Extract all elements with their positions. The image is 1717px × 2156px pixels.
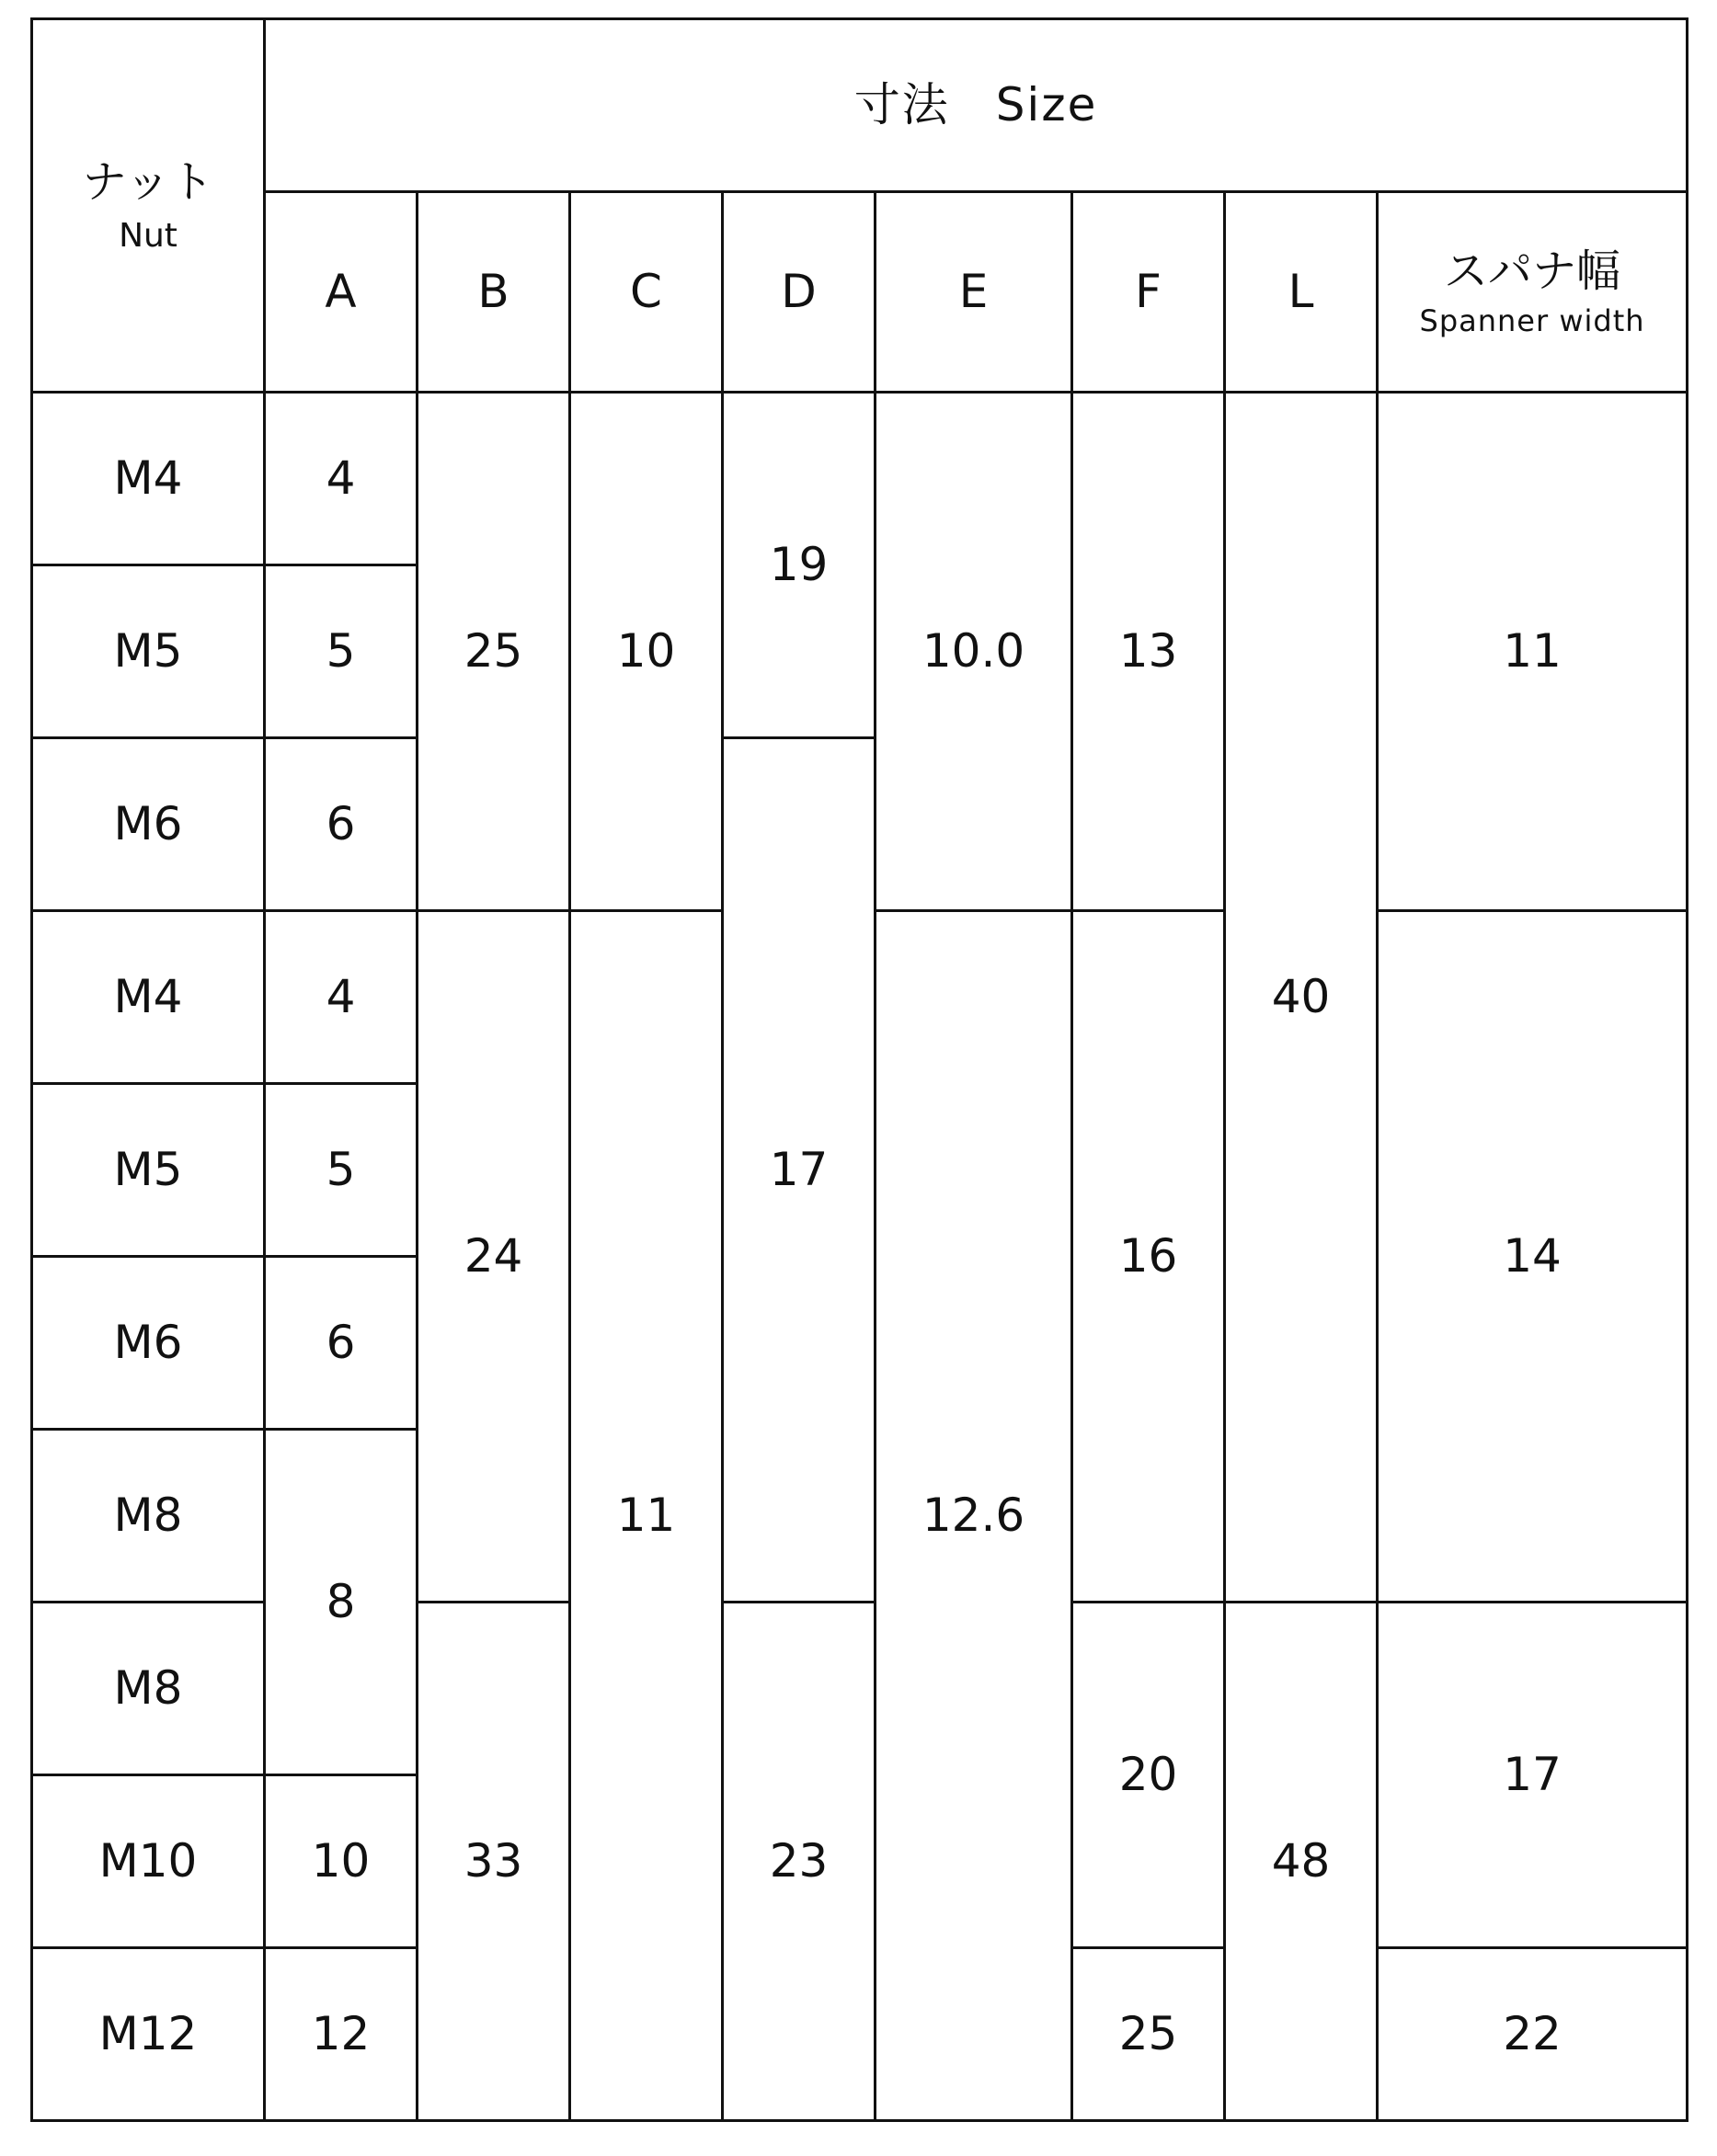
size-header-jp: 寸法 xyxy=(853,78,950,131)
spanner-header-en: Spanner width xyxy=(1419,303,1645,339)
d-cell: 23 xyxy=(723,1603,876,2121)
a-cell: 6 xyxy=(265,738,418,911)
column-header-d: D xyxy=(723,192,876,393)
nut-size-table xyxy=(30,17,1688,2122)
nut-cell: M8 xyxy=(32,1603,265,1775)
c-cell: 11 xyxy=(570,911,723,2121)
nut-cell: M4 xyxy=(32,393,265,565)
nut-header-cell xyxy=(32,19,265,393)
spanner-header-jp: スパナ幅 xyxy=(1444,245,1621,298)
column-header-l: L xyxy=(1225,192,1378,393)
header-row-2 xyxy=(32,192,1688,393)
spanner-cell: 22 xyxy=(1378,1948,1688,2121)
nut-cell: M5 xyxy=(32,1084,265,1257)
f-cell: 20 xyxy=(1072,1603,1225,1948)
column-header-a: A xyxy=(265,192,418,393)
b-cell: 33 xyxy=(418,1603,570,2121)
spanner-cell: 11 xyxy=(1378,393,1688,911)
spanner-header-cell xyxy=(1378,192,1688,393)
spanner-cell: 14 xyxy=(1378,911,1688,1603)
d-cell: 17 xyxy=(723,738,876,1603)
column-header-c: C xyxy=(570,192,723,393)
a-cell: 6 xyxy=(265,1257,418,1430)
nut-header-jp: ナット xyxy=(82,156,214,209)
a-cell: 8 xyxy=(265,1430,418,1775)
nut-header-en: Nut xyxy=(119,217,177,256)
a-cell: 4 xyxy=(265,393,418,565)
c-cell: 10 xyxy=(570,393,723,911)
b-cell: 25 xyxy=(418,393,570,911)
f-cell: 16 xyxy=(1072,911,1225,1603)
d-cell: 19 xyxy=(723,393,876,738)
nut-cell: M8 xyxy=(32,1430,265,1603)
nut-cell: M6 xyxy=(32,1257,265,1430)
nut-cell: M10 xyxy=(32,1775,265,1948)
table-row xyxy=(32,393,1688,565)
a-cell: 5 xyxy=(265,565,418,738)
l-cell: 40 xyxy=(1225,393,1378,1603)
nut-cell: M6 xyxy=(32,738,265,911)
size-header-en: Size xyxy=(995,78,1098,131)
a-cell: 12 xyxy=(265,1948,418,2121)
nut-cell: M4 xyxy=(32,911,265,1084)
l-cell: 48 xyxy=(1225,1603,1378,2121)
header-row-1 xyxy=(32,19,1688,192)
f-cell: 13 xyxy=(1072,393,1225,911)
column-header-e: E xyxy=(876,192,1072,393)
e-cell: 12.6 xyxy=(876,911,1072,2121)
nut-cell: M5 xyxy=(32,565,265,738)
b-cell: 24 xyxy=(418,911,570,1603)
a-cell: 4 xyxy=(265,911,418,1084)
a-cell: 10 xyxy=(265,1775,418,1948)
nut-cell: M12 xyxy=(32,1948,265,2121)
spanner-cell: 17 xyxy=(1378,1603,1688,1948)
size-header-cell xyxy=(265,19,1688,192)
e-cell: 10.0 xyxy=(876,393,1072,911)
f-cell: 25 xyxy=(1072,1948,1225,2121)
a-cell: 5 xyxy=(265,1084,418,1257)
column-header-b: B xyxy=(418,192,570,393)
column-header-f: F xyxy=(1072,192,1225,393)
